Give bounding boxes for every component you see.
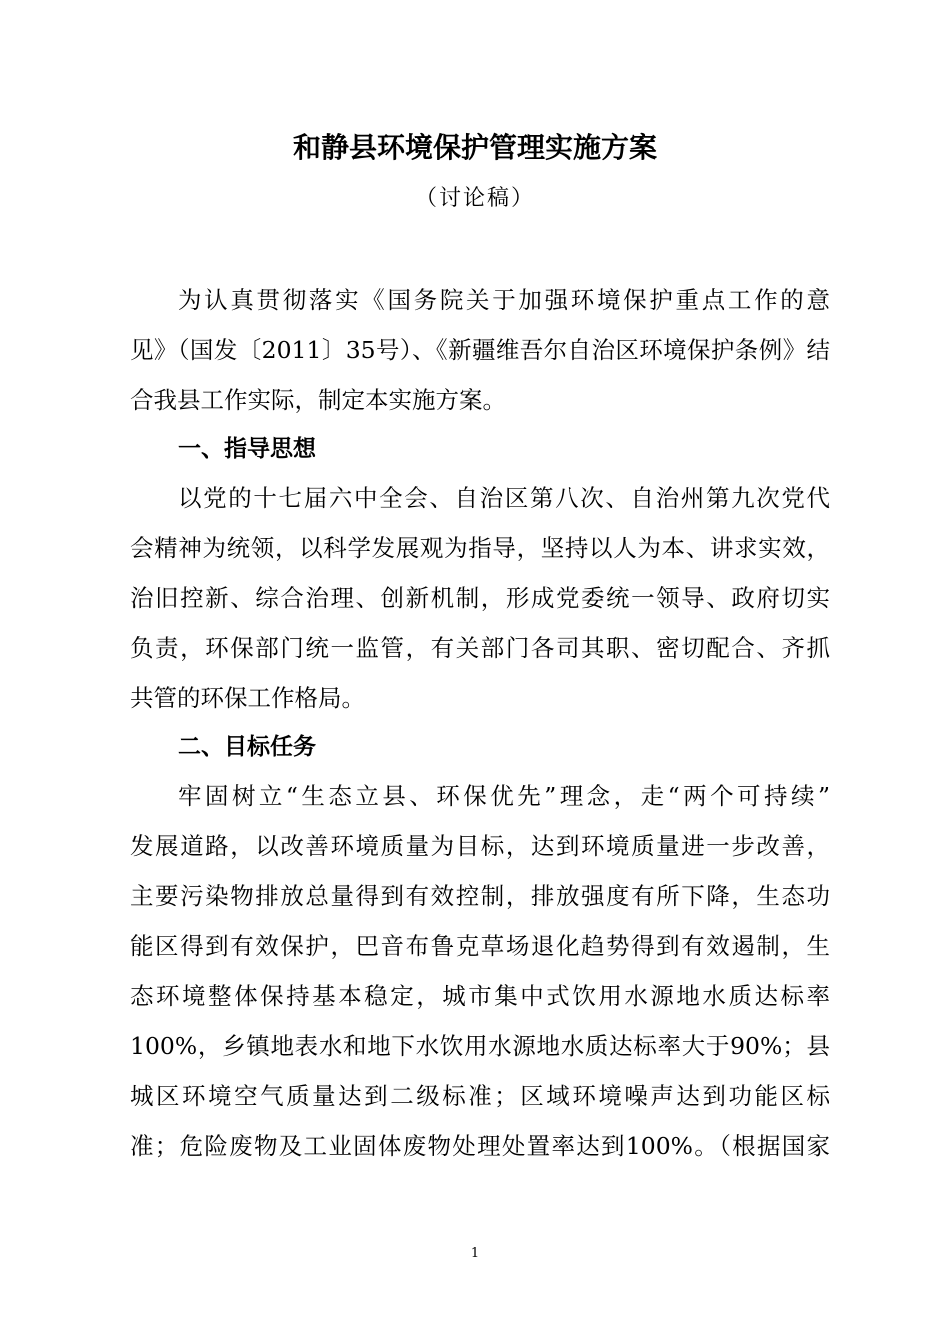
section-heading-objectives: 二、目标任务 [178,734,316,760]
intro-line-2: 见》（国发〔2011〕35号）、《新疆维吾尔自治区环境保护条例》结 [130,336,830,364]
section2-line-5: 态环境整体保持基本稳定，城市集中式饮用水源地水质达标率 [130,982,830,1010]
section1-line-5: 共管的环保工作格局。 [130,684,365,712]
section1-line-4: 负责，环保部门统一监管，有关部门各司其职、密切配合、齐抓 [130,634,830,662]
document-subtitle: （讨论稿） [414,186,535,211]
section2-line-8: 准；危险废物及工业固体废物处理处置率达到100%。（根据国家 [130,1132,830,1160]
section2-line-3: 主要污染物排放总量得到有效控制，排放强度有所下降，生态功 [130,882,830,910]
section1-line-1: 以党的十七届六中全会、自治区第八次、自治州第九次党代 [178,484,830,512]
section2-line-1: 牢固树立“生态立县、环保优先”理念，走“两个可持续” [178,782,830,810]
section-heading-guiding-ideology: 一、指导思想 [178,436,316,462]
section2-line-6: 100%，乡镇地表水和地下水饮用水源地水质达标率大于90%；县 [130,1032,830,1060]
intro-line-1: 为认真贯彻落实《国务院关于加强环境保护重点工作的意 [178,286,830,314]
section2-line-7: 城区环境空气质量达到二级标准；区域环境噪声达到功能区标 [130,1082,830,1110]
section2-line-4: 能区得到有效保护，巴音布鲁克草场退化趋势得到有效遏制，生 [130,932,830,960]
page-number: 1 [470,1246,480,1261]
section2-line-2: 发展道路，以改善环境质量为目标，达到环境质量进一步改善， [130,832,830,860]
section1-line-3: 治旧控新、综合治理、创新机制，形成党委统一领导、政府切实 [130,584,830,612]
document-title: 和静县环境保护管理实施方案 [292,131,657,164]
intro-line-3: 合我县工作实际，制定本实施方案。 [130,386,506,414]
section1-line-2: 会精神为统领，以科学发展观为指导，坚持以人为本、讲求实效， [130,534,830,562]
